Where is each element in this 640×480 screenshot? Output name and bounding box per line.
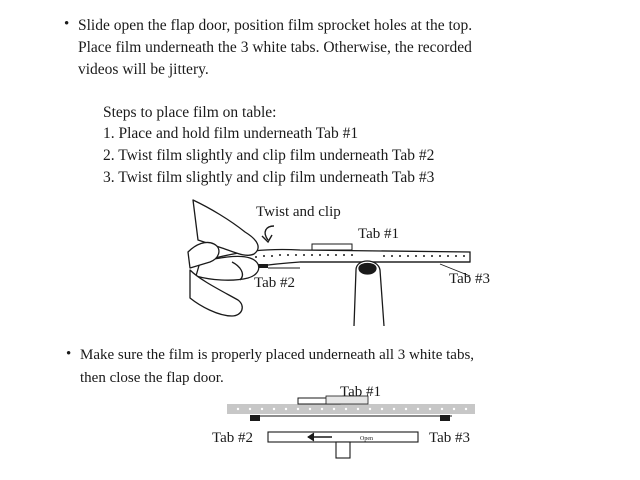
paragraph-1-line-2: Place film underneath the 3 white tabs. Otherwise, the recorded [78,39,472,56]
steps-heading: Steps to place film on table: [103,104,277,121]
paragraph-2-line-2: then close the flap door. [80,370,224,386]
left-hand-icon [188,200,259,316]
step-1: 1. Place and hold film underneath Tab #1 [103,125,359,142]
tab-1-shape [312,244,352,250]
fig1-tab-1-label: Tab #1 [358,226,400,242]
twist-and-clip-label: Twist and clip [256,204,341,220]
fig2-tab-1-label: Tab #1 [340,384,382,400]
tab-2-shape [258,264,268,268]
paragraph-1-line-3: videos will be jittery. [78,61,209,78]
fig1-tab-3-label: Tab #3 [449,271,491,287]
paragraph-1-line-1: Slide open the flap door, position film sprocket holes at the top. [78,17,473,34]
right-finger-icon [354,261,384,326]
step-2: 2. Twist film slightly and clip film underneath Tab #2 [103,147,435,164]
fig2-tab-3-label: Tab #3 [429,430,471,446]
paragraph-2-line-1: Make sure the film is properly placed underneath all 3 white tabs, [80,347,475,363]
door-open-label: Open [360,436,373,442]
step-3: 3. Twist film slightly and clip film underneath Tab #3 [103,169,435,186]
closed-flap-figure [212,384,475,458]
film-band [227,404,475,414]
bullet-2: • [66,346,72,362]
bullet-1: • [64,16,70,32]
fig1-tab-2-label: Tab #2 [254,275,296,291]
flap-door [268,432,418,442]
fig2-tab-2-label: Tab #2 [212,430,254,446]
